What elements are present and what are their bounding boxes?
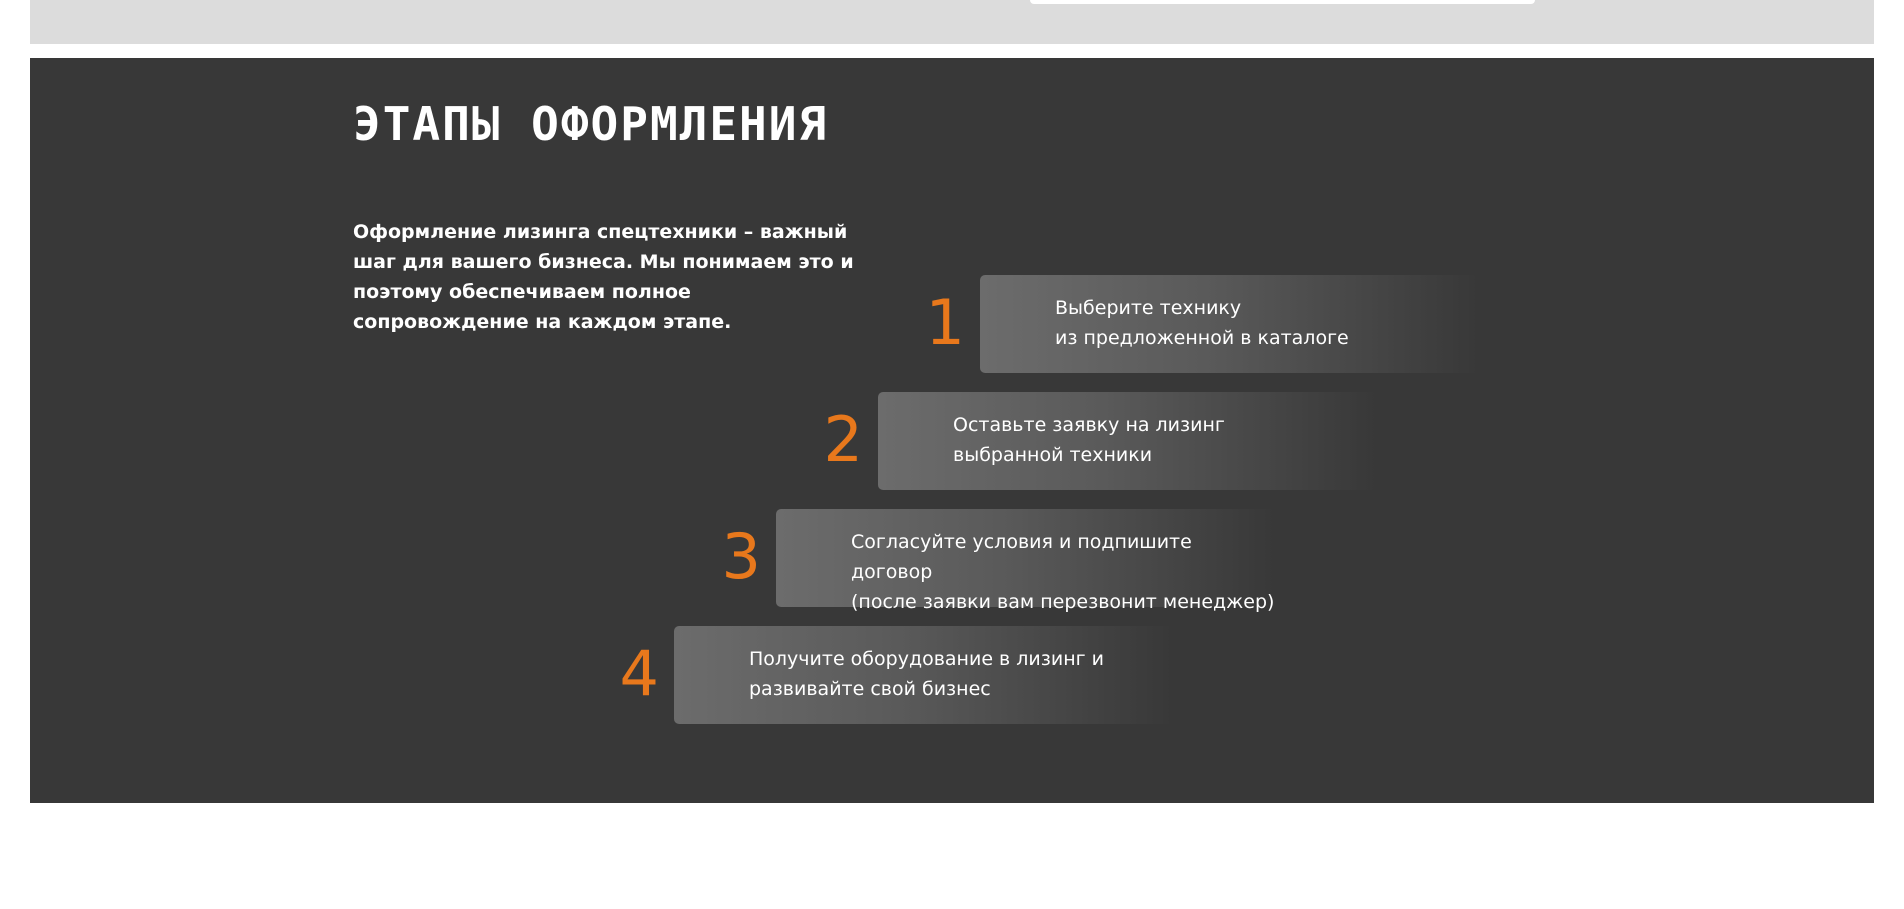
step-4-text: Получите оборудование в лизинг и развивайте свой бизнес: [749, 648, 1105, 700]
step-3-number: 3: [721, 520, 761, 593]
step-2-text: Оставьте заявку на лизинг выбранной техники: [953, 414, 1225, 466]
step-1-card: [980, 275, 1480, 373]
step-1-text: Выберите технику из предложенной в каталоге: [1055, 297, 1349, 349]
step-2-card: [878, 392, 1378, 490]
step-3-card: [776, 509, 1276, 613]
intro-text: Оформление лизинга спецтехники – важный шаг для вашего бизнеса. Мы понимаем это и поэтому обеспечиваем полное сопровождение на каждом этапе.: [353, 221, 854, 333]
top-band: [30, 0, 1874, 44]
section-title: ЭТАПЫ ОФОРМЛЕНИЯ: [353, 97, 829, 151]
step-4-card: [674, 626, 1174, 724]
step-1-number: 1: [925, 286, 965, 359]
top-input-edge[interactable]: [1030, 0, 1535, 4]
step-4-number: 4: [619, 637, 659, 710]
step-2-number: 2: [823, 403, 863, 476]
step-3-text: Согласуйте условия и подпишите договор (после заявки вам перезвонит менеджер): [851, 531, 1275, 613]
